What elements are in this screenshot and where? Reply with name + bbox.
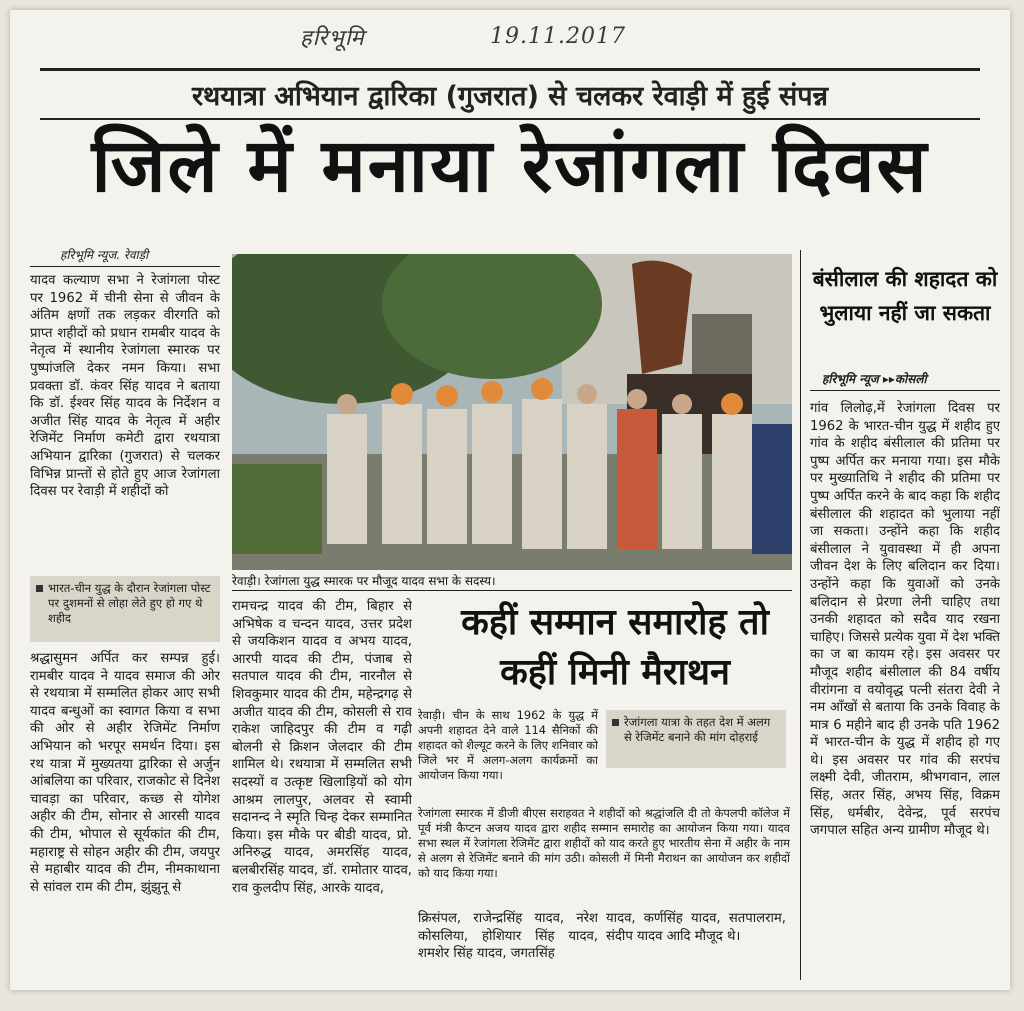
side-byline: हरिभूमि न्यूज ▸▸कोसली bbox=[822, 372, 927, 386]
memorial-photo-image bbox=[232, 254, 792, 570]
kicker-headline: रथयात्रा अभियान द्वारिका (गुजरात) से चलकर रेवाड़ी में हुई संपन्न bbox=[192, 81, 828, 112]
memorial-photo bbox=[232, 254, 792, 570]
main-story-column-1: यादव कल्याण सभा ने रेजांगला पोस्ट पर 1962 में चीनी सेना से जीवन के अंतिम क्षणों तक लड़कर वीरगति को प्राप्त शहीदों को प्रधान रामबीर यादव के नेतृत्व में स्थानीय रेजांगला स्मारक पर पुष्पांजलि देकर नमन किया। सभा प्रवक्ता डॉ. कंवर सिंह यादव ने बताया कि डॉ. ईश्वर सिंह यादव के निर्देशन व अजीत सिंह यादव के नेतृत्व में अहीर रेजिमेंट निर्माण कमेटी द्वारा रथयात्रा अभियान द्वारिका (गुजरात) से चलकर विभिन्न प्रान्तों से होते हुए आज रेजांगला दिवस पर रेवाड़ी में शहीदों को bbox=[30, 273, 220, 500]
main-story-column-1-cont: श्रद्धासुमन अर्पित कर सम्पन्न हुई। रामबीर यादव ने यादव समाज की ओर से रथयात्रा में सम्मलित होकर आए सभी यादव बन्धुओं का स्वागत किया व सभा की ओर से अहीर रेजिमेंट निर्माण अभियान को भरपूर समर्थन दिया। इस रथ यात्रा में मुख्यतया द्वारिका से अर्जुन आंबलिया का परिवार, राजकोट से दिनेश चावड़ा का परिवार, कच्छ से योगेश अहीर की टीम, सोनार से आरसी यादव की टीम, भोपाल से सूर्यकांत की टीम, महाराष्ट्र से सोहन अहीर की टीम, जयपुर से महाबीर यादव की टीम, नीमकाथाना से सांवल राम की टीम, झुंझुनू से bbox=[30, 651, 220, 895]
main-story-column-2: रामचन्द्र यादव की टीम, बिहार से अभिषेक व चन्दन यादव, उत्तर प्रदेश से जयकिशन यादव व अभय यादव, आरपी यादव की टीम, पंजाब से सतपाल यादव की टीम, नारनौल से शिवकुमार यादव की टीम, महेन्द्रगढ़ से अजीत यादव की टीम, कोसली से राव राकेश जाहिदपुर की टीम व गढ़ी बोलनी से क्रिशन जेलदार की टीम शामिल थे। रथयात्रा में सम्मलित सभी सदस्यों व उत्कृष्ट खिलाड़ियों को योग आश्रम लालपुर, अलवर से स्वामी सदानन्द ने स्मृति चिन्ह देकर सम्मानित किया। इस मौके पर बीडी यादव, प्रो. अनिरुद्ध यादव, अमरसिंह यादव, बलबीरसिंह यादव, डॉ. रामोतार यादव, राव कुलदीप सिंह, आरके यादव, bbox=[232, 599, 412, 896]
top-rule bbox=[40, 68, 980, 71]
main-byline: हरिभूमि न्यूज. रेवाड़ी bbox=[60, 248, 149, 262]
highlight-box-1: भारत-चीन युद्ध के दौरान रेजांगला पोस्ट पर दुशमनों से लोहा लेते हुए हो गए थे शहीद bbox=[30, 576, 220, 642]
second-story-body: रेजांगला स्मारक में डीजी बीएस सराहवत ने शहीदों को श्रद्धांजलि दी तो केपलपी कॉलेज में पूर्व मंत्री कैप्टन अजय यादव द्वारा शहीद सम्मान समारोह का आयोजन किया गया। यादव सभा स्थल में रेजांगला रेजिमेंट द्वारा शहीदों को याद करते हुए भारतीय सेना में अहीर के नाम से अलग से रेजिमेंट बनाने की मांग उठी। कोसली में मिनी मैराथन का आयोजन कर शहीदों को याद किया गया। bbox=[418, 806, 790, 880]
second-story-intro: रेवाड़ी। चीन के साथ 1962 के युद्ध में अपनी शहादत देने वाले 114 सैनिकों की शहादत को शैल्यूट करने के लिए शनिवार को जिले भर में अलग-अलग कार्यक्रमों का आयोजन किया गया। bbox=[418, 708, 598, 782]
side-byline-rule bbox=[810, 390, 1000, 391]
highlight-box-2: रेजांगला यात्रा के तहत देश में अलग से रेजिमेंट बनाने की मांग दोहराई bbox=[606, 710, 786, 768]
byline-rule bbox=[30, 266, 220, 267]
main-story-column-4: यादव, कर्णसिंह यादव, सतपालराम, संदीप यादव आदि मौजूद थे। bbox=[606, 911, 786, 944]
second-story-headline: कहीं सम्मान समारोह तो कहीं मिनी मैराथन bbox=[461, 602, 769, 693]
photo-caption: रेवाड़ी। रेजांगला युद्ध स्मारक पर मौजूद यादव सभा के सदस्य। bbox=[232, 574, 496, 588]
paper-name-handwritten: हरिभूमि bbox=[300, 26, 365, 51]
main-story-column-3: क्रिसंपल, राजेन्द्रसिंह यादव, नरेश कोसलिया, होशियार सिंह यादव, शमशेर सिंह यादव, जगतसिंह bbox=[418, 911, 598, 962]
caption-rule bbox=[232, 590, 792, 591]
column-divider bbox=[800, 250, 801, 980]
date-handwritten: 19.11.2017 bbox=[490, 24, 626, 49]
newspaper-clipping bbox=[10, 10, 1010, 990]
side-story-headline: बंसीलाल की शहादत को भुलाया नहीं जा सकता bbox=[812, 267, 998, 325]
side-story-text: गांव लिलोढ़,में रेजांगला दिवस पर 1962 के भारत-चीन युद्ध में शहीद हुए गांव के शहीद बंसीलाल की प्रतिमा पर पुष्प अर्पित कर मनाया गया। इस मौके पर मुख्यातिथि ने शहीद की प्रतिमा पर पुष्प अर्पित करने के बाद कहा कि शहीद बंसीलाल की शहादत को भुलाया नहीं जा सकता। उन्होंने कहा कि शहीद बंसीलाल ने युवावस्था में ही अपना जीवन देश के लिए बलिदान कर दिया। उन्होंने कहा कि युवाओं को उनके बलिदान से प्रेरणा लेनी चाहिए तथा उनकी शहादत को सदैव याद रखना चाहिए। जिससे प्रत्येक युवा में देश भक्ति का ज बा कायम रहे। इस अवसर पर मौजूद शहीद बंसीलाल की 84 वर्षीय वीरांगना व वयोवृद्ध पत्नी संतरा देवी ने नम आँखों से बताया कि उनके विवाह के मात्र 6 महीने बाद ही उनके पति 1962 में भारत-चीन के युद्ध में शहीद हो गए थे। इस अवसर पर गांव की सरपंच लक्ष्मी देवी, जीतराम, श्रीभगवान, लाल सिंह, अतर सिंह, अभय सिंह, विक्रम सिंह, धर्मबीर, देवेन्द्र, पूर्व सरपंच जगपाल सहित अन्य ग्रामीण मौजूद थे। bbox=[810, 401, 1000, 839]
main-headline: जिले में मनाया रेजांगला दिवस bbox=[91, 123, 929, 209]
